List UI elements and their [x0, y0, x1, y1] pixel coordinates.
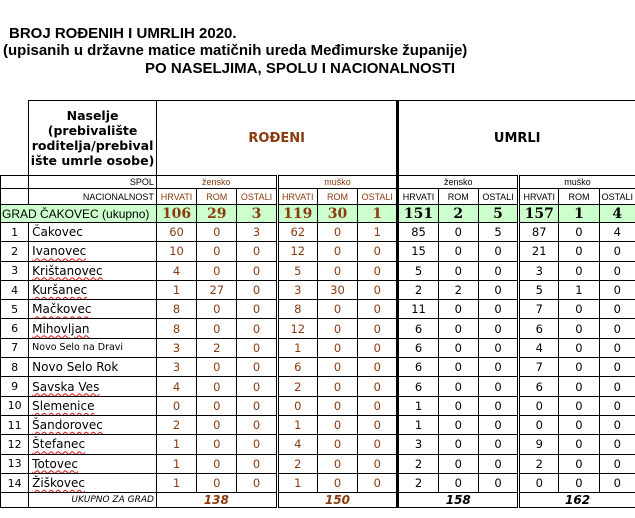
value-cell: 0 — [237, 280, 277, 299]
table-row — [1, 377, 635, 396]
value-cell: 3 — [156, 358, 196, 377]
footer-empty-cell — [1, 493, 29, 508]
value-cell: 5 — [398, 261, 438, 280]
value-cell: 60 — [156, 223, 196, 242]
settlement-name-text: Kuršanec — [32, 283, 88, 298]
value-cell: 0 — [197, 377, 237, 396]
rodeni-header: ROĐENI — [156, 101, 397, 176]
value-cell: 30 — [317, 205, 357, 223]
value-cell: 0 — [559, 319, 599, 338]
value-cell: 0 — [438, 473, 478, 492]
value-cell: 15 — [398, 242, 438, 261]
table-row — [1, 338, 635, 357]
value-cell: 0 — [358, 338, 398, 357]
row-number: 1 — [1, 223, 29, 242]
value-cell: 0 — [197, 473, 237, 492]
value-cell: 5 — [277, 261, 317, 280]
row-number: 8 — [1, 358, 29, 377]
value-cell: 1 — [277, 338, 317, 357]
value-cell: 0 — [358, 261, 398, 280]
row-number: 7 — [1, 338, 29, 357]
header-empty-cell — [1, 189, 29, 205]
value-cell: 0 — [478, 473, 518, 492]
col-header-hrvati: HRVATI — [398, 189, 438, 205]
value-cell: 0 — [317, 300, 357, 319]
value-cell: 0 — [317, 338, 357, 357]
value-cell: 85 — [398, 223, 438, 242]
table-row — [1, 435, 635, 454]
value-cell: 0 — [197, 300, 237, 319]
value-cell: 0 — [358, 435, 398, 454]
value-cell: 27 — [197, 280, 237, 299]
value-cell: 6 — [398, 319, 438, 338]
umrli-header: UMRLI — [398, 101, 635, 176]
value-cell: 0 — [237, 377, 277, 396]
value-cell: 2 — [197, 338, 237, 357]
value-cell: 0 — [358, 242, 398, 261]
settlement-name: Novo Selo na Dravi — [29, 338, 157, 357]
umrli-zensko-total: 158 — [398, 493, 519, 508]
ukupno-za-grad-row — [1, 493, 635, 508]
value-cell: 0 — [358, 358, 398, 377]
value-cell: 0 — [358, 377, 398, 396]
settlement-name-text: Totovec — [32, 456, 78, 471]
table-row — [1, 261, 635, 280]
row-number: 9 — [1, 377, 29, 396]
value-cell: 0 — [438, 319, 478, 338]
table-row — [1, 242, 635, 261]
value-cell: 0 — [197, 454, 237, 473]
settlement-name — [29, 261, 157, 280]
value-cell: 0 — [599, 358, 635, 377]
value-cell: 0 — [478, 396, 518, 415]
settlement-name — [29, 300, 157, 319]
value-cell: 5 — [519, 280, 559, 299]
value-cell: 0 — [237, 435, 277, 454]
value-cell: 1 — [358, 223, 398, 242]
value-cell: 2 — [277, 454, 317, 473]
value-cell: 0 — [599, 377, 635, 396]
value-cell: 0 — [197, 223, 237, 242]
value-cell: 9 — [519, 435, 559, 454]
settlement-name-text: Mihovljan — [32, 321, 90, 336]
value-cell: 0 — [438, 435, 478, 454]
value-cell: 0 — [599, 242, 635, 261]
value-cell: 7 — [519, 300, 559, 319]
value-cell: 0 — [559, 473, 599, 492]
value-cell: 6 — [398, 377, 438, 396]
value-cell: 11 — [398, 300, 438, 319]
value-cell: 1 — [559, 205, 599, 223]
row-number: 11 — [1, 415, 29, 434]
value-cell: 0 — [197, 358, 237, 377]
value-cell: 0 — [599, 473, 635, 492]
row-number: 2 — [1, 242, 29, 261]
naselje-header: Naselje (prebivalište roditelja/prebival ište umrle osobe) — [29, 101, 157, 176]
value-cell: 6 — [398, 358, 438, 377]
table-row — [1, 454, 635, 473]
value-cell: 0 — [317, 319, 357, 338]
title-line-3: PO NASELJIMA, SPOLU I NACIONALNOSTI — [145, 60, 456, 77]
table-row — [1, 473, 635, 492]
value-cell: 0 — [438, 300, 478, 319]
col-header-rom: ROM — [438, 189, 478, 205]
settlement-name — [29, 415, 157, 434]
value-cell: 0 — [317, 358, 357, 377]
settlement-name — [29, 454, 157, 473]
settlement-name-text: Šandorovec — [32, 418, 103, 433]
value-cell: 4 — [277, 435, 317, 454]
value-cell: 2 — [438, 280, 478, 299]
value-cell: 0 — [237, 454, 277, 473]
value-cell: 0 — [317, 261, 357, 280]
value-cell: 0 — [277, 396, 317, 415]
value-cell: 0 — [559, 300, 599, 319]
value-cell: 6 — [519, 377, 559, 396]
value-cell: 21 — [519, 242, 559, 261]
value-cell: 0 — [599, 435, 635, 454]
value-cell: 0 — [599, 319, 635, 338]
value-cell: 0 — [237, 473, 277, 492]
row-number: 12 — [1, 435, 29, 454]
col-header-rom: ROM — [197, 189, 237, 205]
value-cell: 0 — [317, 377, 357, 396]
value-cell: 0 — [237, 396, 277, 415]
settlement-name — [29, 242, 157, 261]
col-header-ostali: OSTALI — [599, 189, 635, 205]
value-cell: 2 — [519, 454, 559, 473]
value-cell: 0 — [358, 454, 398, 473]
table-row — [1, 319, 635, 338]
settlement-name-text: Štefanec — [32, 437, 86, 452]
value-cell: 0 — [317, 435, 357, 454]
value-cell: 0 — [197, 435, 237, 454]
value-cell: 0 — [559, 377, 599, 396]
value-cell: 6 — [277, 358, 317, 377]
rodeni-zensko-header: žensko — [156, 176, 277, 189]
settlement-name — [29, 280, 157, 299]
value-cell: 10 — [156, 242, 196, 261]
value-cell: 0 — [599, 454, 635, 473]
value-cell: 0 — [438, 358, 478, 377]
value-cell: 0 — [478, 300, 518, 319]
settlement-name — [29, 319, 157, 338]
value-cell: 0 — [478, 358, 518, 377]
value-cell: 0 — [358, 396, 398, 415]
col-header-rom: ROM — [559, 189, 599, 205]
header-empty-cell — [1, 176, 29, 189]
header-row-main — [1, 101, 635, 176]
value-cell: 0 — [478, 280, 518, 299]
header-empty-cell — [1, 101, 29, 176]
value-cell: 151 — [398, 205, 438, 223]
value-cell: 0 — [559, 223, 599, 242]
umrli-musko-total: 162 — [519, 493, 635, 508]
value-cell: 0 — [559, 454, 599, 473]
value-cell: 0 — [559, 358, 599, 377]
row-number: 4 — [1, 280, 29, 299]
settlement-name: Čakovec — [29, 223, 157, 242]
value-cell: 2 — [277, 377, 317, 396]
value-cell: 3 — [237, 205, 277, 223]
value-cell: 0 — [358, 319, 398, 338]
settlement-name-text: Mačkovec — [32, 302, 92, 317]
value-cell: 7 — [519, 358, 559, 377]
grad-total-row — [1, 205, 635, 223]
value-cell: 0 — [478, 377, 518, 396]
value-cell: 12 — [277, 319, 317, 338]
value-cell: 0 — [559, 242, 599, 261]
value-cell: 0 — [358, 280, 398, 299]
value-cell: 0 — [559, 261, 599, 280]
value-cell: 0 — [438, 396, 478, 415]
title-line-2: (upisanih u državne matice matičnih ureda Međimurske županije) — [3, 42, 468, 59]
value-cell: 12 — [277, 242, 317, 261]
table-row — [1, 358, 635, 377]
value-cell: 0 — [237, 319, 277, 338]
value-cell: 119 — [277, 205, 317, 223]
value-cell: 0 — [358, 473, 398, 492]
value-cell: 0 — [237, 358, 277, 377]
value-cell: 2 — [398, 280, 438, 299]
col-header-ostali: OSTALI — [237, 189, 277, 205]
rodeni-musko-total: 150 — [277, 493, 398, 508]
ukupno-za-grad-label: UKUPNO ZA GRAD — [29, 493, 157, 508]
value-cell: 8 — [156, 319, 196, 338]
col-header-rom: ROM — [317, 189, 357, 205]
value-cell: 1 — [398, 396, 438, 415]
value-cell: 1 — [358, 205, 398, 223]
header-row-nacionalnost — [1, 189, 635, 205]
value-cell: 1 — [156, 454, 196, 473]
value-cell: 1 — [559, 280, 599, 299]
value-cell: 2 — [398, 473, 438, 492]
settlement-name-text: Ivanovec — [32, 244, 87, 259]
value-cell: 0 — [317, 454, 357, 473]
table-row — [1, 396, 635, 415]
value-cell: 0 — [438, 454, 478, 473]
settlement-name — [29, 396, 157, 415]
settlement-name-text: Krištanovec — [32, 263, 103, 278]
value-cell: 0 — [317, 415, 357, 434]
value-cell: 0 — [317, 473, 357, 492]
value-cell: 2 — [156, 415, 196, 434]
value-cell: 0 — [438, 338, 478, 357]
settlement-name-text: Slemenice — [32, 398, 95, 413]
value-cell: 4 — [599, 205, 635, 223]
value-cell: 0 — [197, 242, 237, 261]
value-cell: 0 — [478, 435, 518, 454]
value-cell: 29 — [197, 205, 237, 223]
col-header-ostali: OSTALI — [478, 189, 518, 205]
grad-total-label: GRAD ČAKOVEC (ukupno) — [1, 205, 157, 223]
value-cell: 0 — [559, 415, 599, 434]
value-cell: 0 — [197, 319, 237, 338]
value-cell: 106 — [156, 205, 196, 223]
col-header-hrvati: HRVATI — [519, 189, 559, 205]
value-cell: 0 — [559, 396, 599, 415]
table-row — [1, 280, 635, 299]
value-cell: 0 — [519, 473, 559, 492]
value-cell: 0 — [358, 415, 398, 434]
value-cell: 30 — [317, 280, 357, 299]
value-cell: 0 — [438, 223, 478, 242]
value-cell: 0 — [237, 300, 277, 319]
value-cell: 2 — [398, 454, 438, 473]
value-cell: 0 — [237, 242, 277, 261]
umrli-zensko-header: žensko — [398, 176, 519, 189]
nacionalnost-label: NACIONALNOST — [29, 189, 157, 205]
value-cell: 87 — [519, 223, 559, 242]
value-cell: 0 — [317, 396, 357, 415]
births-deaths-table — [0, 100, 635, 508]
settlement-name-text: Savska Ves — [32, 379, 100, 394]
value-cell: 0 — [478, 319, 518, 338]
settlement-name — [29, 377, 157, 396]
rodeni-musko-header: muško — [277, 176, 398, 189]
value-cell: 4 — [156, 377, 196, 396]
value-cell: 0 — [478, 242, 518, 261]
value-cell: 3 — [156, 338, 196, 357]
value-cell: 157 — [519, 205, 559, 223]
value-cell: 0 — [478, 454, 518, 473]
umrli-musko-header: muško — [519, 176, 635, 189]
row-number: 13 — [1, 454, 29, 473]
value-cell: 0 — [197, 396, 237, 415]
value-cell: 1 — [156, 473, 196, 492]
value-cell: 4 — [156, 261, 196, 280]
settlement-name — [29, 435, 157, 454]
value-cell: 1 — [156, 280, 196, 299]
value-cell: 3 — [277, 280, 317, 299]
header-row-spol — [1, 176, 635, 189]
value-cell: 0 — [197, 415, 237, 434]
value-cell: 0 — [438, 377, 478, 396]
row-number: 14 — [1, 473, 29, 492]
value-cell: 0 — [599, 280, 635, 299]
table-row — [1, 300, 635, 319]
value-cell: 1 — [156, 435, 196, 454]
value-cell: 1 — [277, 473, 317, 492]
value-cell: 0 — [438, 242, 478, 261]
value-cell: 0 — [599, 338, 635, 357]
title-line-1: BROJ ROĐENIH I UMRLIH 2020. — [9, 25, 237, 42]
value-cell: 3 — [519, 261, 559, 280]
value-cell: 0 — [156, 396, 196, 415]
settlement-name-text: Žiškovec — [32, 476, 85, 490]
table-row — [1, 415, 635, 434]
value-cell: 0 — [519, 396, 559, 415]
col-header-hrvati: HRVATI — [277, 189, 317, 205]
value-cell: 62 — [277, 223, 317, 242]
row-number: 10 — [1, 396, 29, 415]
row-number: 6 — [1, 319, 29, 338]
value-cell: 0 — [237, 261, 277, 280]
value-cell: 0 — [317, 223, 357, 242]
value-cell: 6 — [519, 319, 559, 338]
value-cell: 0 — [478, 261, 518, 280]
value-cell: 0 — [599, 415, 635, 434]
value-cell: 0 — [478, 338, 518, 357]
value-cell: 2 — [438, 205, 478, 223]
value-cell: 5 — [478, 205, 518, 223]
table-row — [1, 223, 635, 242]
value-cell: 0 — [358, 300, 398, 319]
value-cell: 0 — [559, 435, 599, 454]
spol-label: SPOL — [29, 176, 157, 189]
value-cell: 0 — [237, 338, 277, 357]
value-cell: 0 — [599, 396, 635, 415]
rodeni-zensko-total: 138 — [156, 493, 277, 508]
col-header-hrvati: HRVATI — [156, 189, 196, 205]
value-cell: 0 — [438, 261, 478, 280]
value-cell: 1 — [277, 415, 317, 434]
value-cell: 0 — [519, 415, 559, 434]
value-cell: 1 — [398, 415, 438, 434]
value-cell: 3 — [398, 435, 438, 454]
value-cell: 8 — [156, 300, 196, 319]
value-cell: 5 — [478, 223, 518, 242]
value-cell: 0 — [559, 338, 599, 357]
value-cell: 0 — [599, 300, 635, 319]
value-cell: 0 — [237, 415, 277, 434]
value-cell: 0 — [478, 415, 518, 434]
row-number: 3 — [1, 261, 29, 280]
settlement-name: Novo Selo Rok — [29, 358, 157, 377]
value-cell: 4 — [519, 338, 559, 357]
row-number: 5 — [1, 300, 29, 319]
value-cell: 3 — [237, 223, 277, 242]
value-cell: 4 — [599, 223, 635, 242]
value-cell: 6 — [398, 338, 438, 357]
value-cell: 0 — [599, 261, 635, 280]
value-cell: 0 — [438, 415, 478, 434]
settlement-name — [29, 473, 157, 492]
value-cell: 0 — [197, 261, 237, 280]
col-header-ostali: OSTALI — [358, 189, 398, 205]
value-cell: 8 — [277, 300, 317, 319]
value-cell: 0 — [317, 242, 357, 261]
